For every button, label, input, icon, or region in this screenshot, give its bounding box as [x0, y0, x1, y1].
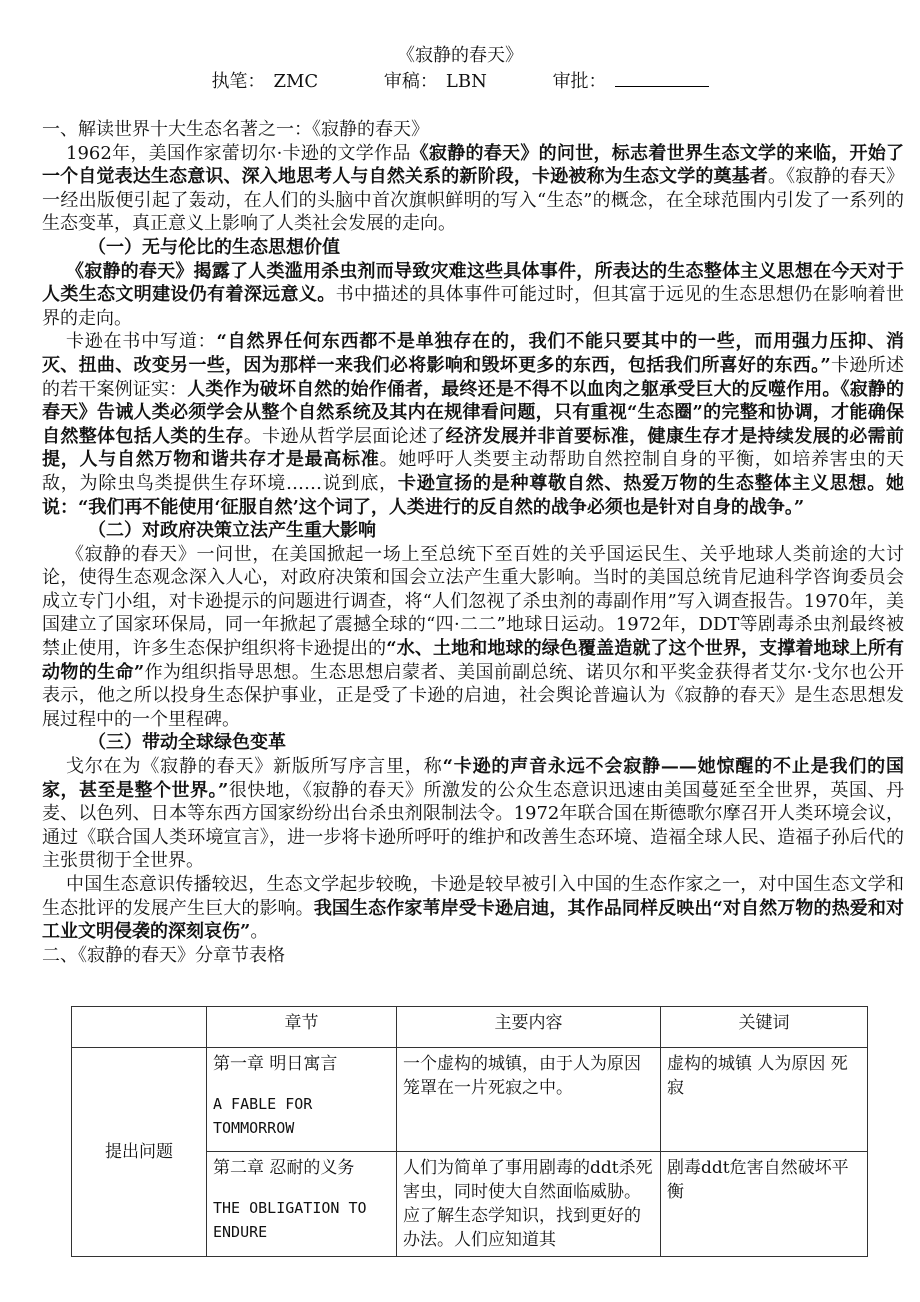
- paragraph: [42, 755, 904, 873]
- text: 卡逊在书中写道：: [66, 331, 217, 353]
- section-heading: [42, 519, 904, 543]
- text: 一、解读世界十大生态名著之一：《寂静的春天》: [42, 119, 429, 140]
- table-header-cell: 章节: [207, 1007, 397, 1048]
- bold-text: 人类作为破坏自然的始作俑者，最终还是不得不以血肉之躯承受巨大的反噬作用。《寂静的春天》告诫人类必须学会从整个自然系统及其内在规律看问题，只有重视“生态圈”的完整和协调，才能确保自然整体包括人类的生存: [42, 378, 905, 447]
- chapter-cell: [207, 1048, 397, 1152]
- chapter-cn: 第二章 忍耐的义务: [213, 1158, 355, 1178]
- table-row: [72, 1048, 868, 1152]
- writer-label: 执笔：: [211, 71, 266, 92]
- section-heading: [42, 118, 904, 142]
- approver-field: [549, 71, 713, 92]
- content-cell: 人们为简单了事用剧毒的ddt杀死害虫，同时使大自然面临威胁。应了解生态学知识，找到更好的办法。人们应知道其: [397, 1152, 661, 1257]
- content-cell: 一个虚构的城镇，由于人为原因笼罩在一片死寂之中。: [397, 1048, 661, 1152]
- text: 。卡逊从哲学层面论述了: [243, 425, 446, 447]
- section-heading: [42, 731, 904, 755]
- text: 。: [250, 921, 269, 943]
- section-heading: [42, 236, 904, 260]
- paragraph: [42, 873, 904, 944]
- chapter-en: THE OBLIGATION TO ENDURE: [213, 1199, 367, 1241]
- text: （三）带动全球绿色变革: [88, 732, 286, 754]
- table-header-cell: [72, 1007, 207, 1048]
- bold-text: 《寂静的春天》的问世，标志着世界生态文学的来临，开始了一个自觉表达生态意识、深入地思考人与自然关系的新阶段，卡逊被称为生态文学的奠基者: [42, 142, 905, 188]
- paragraph: [42, 260, 904, 331]
- group-cell: 提出问题: [72, 1048, 207, 1257]
- document-body: [42, 118, 904, 967]
- paragraph: [42, 543, 904, 732]
- paragraph: [42, 330, 904, 519]
- bold-text: “卡逊的声音永远不会寂静——她惊醒的不止是我们的国家，甚至是整个世界。”: [42, 756, 904, 801]
- chapter-table: [71, 1006, 868, 1257]
- reviewer-field: [380, 71, 491, 92]
- approver-label: 审批：: [552, 71, 607, 92]
- text: 卡逊所述的若干案例证实：: [42, 354, 904, 400]
- table-header-cell: 主要内容: [397, 1007, 661, 1048]
- text: 书中描述的具体事件可能过时，但其富于远见的生态思想仍在影响着世界的走向。: [42, 284, 905, 329]
- text: 1962年，美国作家蕾切尔·卡逊的文学作品: [66, 142, 411, 164]
- chapter-cell: [207, 1152, 397, 1257]
- keywords-cell: 剧毒ddt危害自然破坏平衡: [661, 1152, 868, 1257]
- section-heading: [42, 944, 904, 968]
- text: （一）无与伦比的生态思想价值: [88, 236, 340, 258]
- bold-text: “水、土地和地球的绿色覆盖造就了这个世界，支撑着地球上所有动物的生命”: [42, 638, 904, 683]
- approver-blank: [615, 70, 709, 87]
- reviewer-value: LBN: [445, 71, 487, 92]
- paragraph: [42, 142, 904, 236]
- reviewer-label: 审稿：: [383, 71, 438, 92]
- bold-text: 《寂静的春天》揭露了人类滥用杀虫剂而导致灾难这些具体事件，所表达的生态整体主义思想在今天对于人类生态文明建设仍有着深远意义。: [42, 260, 904, 306]
- text: 戈尔在为《寂静的春天》新版所写序言里，称: [66, 756, 443, 778]
- text: 。《寂静的春天》一经出版便引起了轰动，在人们的头脑中首次旗帜鲜明的写入“生态”的概念，在全球范围内引发了一系列的生态变革，真正意义上影响了人类社会发展的走向。: [42, 166, 904, 235]
- bold-text: 我国生态作家苇岸受卡逊启迪，其作品同样反映出“对自然万物的热爱和对工业文明侵袭的深刻哀伤”: [42, 897, 905, 943]
- text: 作为组织指导思想。生态思想启蒙者、美国前副总统、诺贝尔和平奖金获得者艾尔·戈尔也公开表示，他之所以投身生态保护事业，正是受了卡逊的启迪，社会舆论普遍认为《寂静的春天》是生态思想发展过程中的一个里程碑。: [42, 661, 904, 730]
- writer-value: ZMC: [273, 71, 319, 92]
- keywords-cell: 虚构的城镇 人为原因 死寂: [661, 1048, 868, 1152]
- text: （二）对政府决策立法产生重大影响: [88, 520, 376, 542]
- chapter-en: A FABLE FOR TOMMORROW: [213, 1095, 313, 1137]
- table-header-cell: 关键词: [661, 1007, 868, 1048]
- text: 二、《寂静的春天》分章节表格: [42, 944, 285, 966]
- document-title: 《寂静的春天》: [397, 45, 523, 66]
- text: 中国生态意识传播较迟，生态文学起步较晚，卡逊是较早被引入中国的生态作家之一，对中国生态文学和生态批评的发展产生巨大的影响。: [42, 874, 904, 919]
- writer-field: [207, 71, 322, 92]
- text: 。她呼吁人类要主动帮助自然控制自身的平衡，如培养害虫的天敌，为除虫鸟类提供生存环境……说到底，: [42, 449, 905, 494]
- chapter-cn: 第一章 明日寓言: [213, 1054, 338, 1074]
- text: 很快地，《寂静的春天》所激发的公众生态意识迅速由美国蔓延至全世界，英国、丹麦、以色列、日本等东西方国家纷纷出台杀虫剂限制法令。1972年联合国在斯德歌尔摩召开人类环境会议，通过《联合国人类环境宣言》，进一步将卡逊所呼吁的维护和改善生态环境、造福全球人民、造福子孙后代的主张贯彻于全世界。: [42, 779, 904, 872]
- byline: [0, 70, 920, 94]
- text: 《寂静的春天》一问世，在美国掀起一场上至总统下至百姓的关乎国运民生、关乎地球人类前途的大讨论，使得生态观念深入人心，对政府决策和国会立法产生重大影响。当时的美国总统肯尼迪科学咨询委员会成立专门小组，对卡逊提示的问题进行调查，将“人们忽视了杀虫剂的毒副作用”写入调查报告。1970年，美国建立了国家环保局，同一年掀起了震撼全球的“四·二二”地球日运动。1972年，DDT等剧毒杀虫剂最终被禁止使用，许多生态保护组织将卡逊提出的: [42, 543, 904, 660]
- bold-text: “自然界任何东西都不是单独存在的，我们不能只要其中的一些，而用强力压抑、消灭、扭曲、改变另一些，因为那样一来我们必将影响和毁坏更多的东西，包括我们所喜好的东西。”: [42, 331, 904, 376]
- bold-text: 卡逊宣扬的是种尊敬自然、热爱万物的生态整体主义思想。她说：“我们再不能使用‘征服自然’这个词了，人类进行的反自然的战争必须也是针对自身的战争。”: [42, 472, 905, 518]
- bold-text: 经济发展并非首要标准，健康生存才是持续发展的必需前提，人与自然万物和谐共存才是最高标准: [42, 425, 905, 471]
- table-header-row: [72, 1007, 868, 1048]
